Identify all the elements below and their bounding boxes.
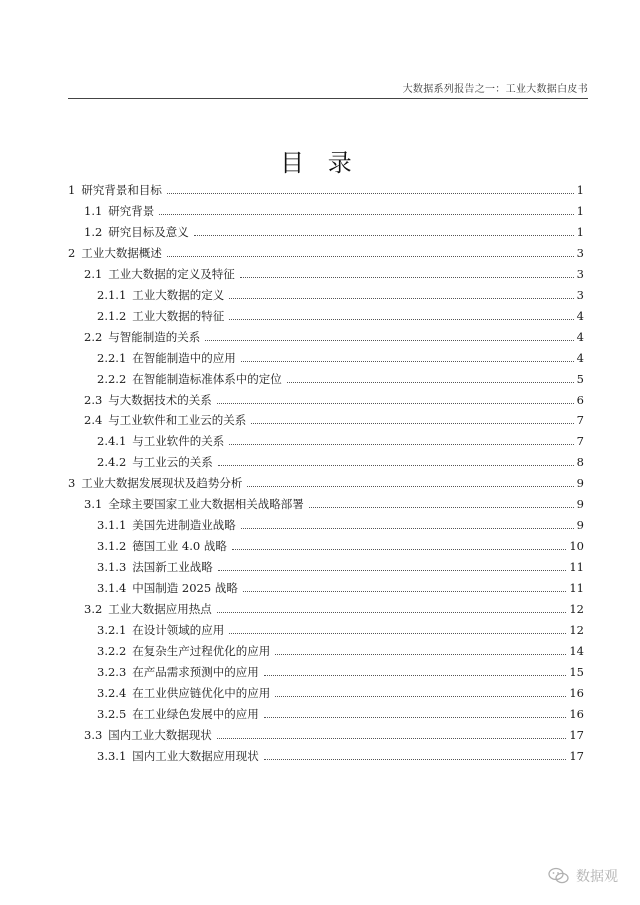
toc-entry-title: 研究目标及意义 [108, 225, 189, 239]
toc-leader-dots [275, 695, 566, 697]
toc-entry-title: 工业大数据应用热点 [108, 602, 212, 616]
toc-entry-number: 2.4 [84, 413, 103, 427]
toc-entry-label [84, 497, 306, 511]
toc-entry-title: 研究背景和目标 [81, 183, 162, 197]
toc-entry-number: 3.2.5 [97, 707, 127, 721]
toc-entry-number: 3.1.1 [97, 518, 127, 532]
toc-entry-title: 中国制造 2025 战略 [132, 581, 238, 595]
toc-entry-page: 3 [576, 288, 584, 302]
toc-entry-number: 1 [68, 183, 76, 197]
toc-entry-label [68, 476, 244, 490]
toc-entry-title: 全球主要国家工业大数据相关战略部署 [108, 497, 304, 511]
toc-entry [97, 642, 584, 658]
toc-entry-title: 法国新工业战略 [132, 560, 213, 574]
toc-entry [97, 516, 584, 532]
toc-leader-dots [218, 569, 567, 571]
toc-entry-page: 15 [569, 665, 584, 679]
toc-entry-number: 1.2 [84, 225, 103, 239]
toc-entry-page: 1 [576, 225, 584, 239]
toc-entry-number: 3.3.1 [97, 749, 127, 763]
toc-entry [97, 579, 584, 595]
toc-entry [84, 202, 584, 218]
toc-entry-label [84, 393, 214, 407]
toc-entry-title: 在工业绿色发展中的应用 [132, 707, 259, 721]
toc-entry-label [97, 665, 261, 679]
toc-entry-title: 工业大数据的定义及特征 [108, 267, 235, 281]
toc-entry-page: 5 [576, 372, 584, 386]
toc-entry-label [97, 309, 226, 323]
toc-entry-page: 11 [569, 560, 584, 574]
toc-entry-number: 3.2 [84, 602, 103, 616]
toc-entry-page: 6 [576, 393, 584, 407]
toc-entry-label [84, 225, 191, 239]
toc-entry-number: 3.2.2 [97, 644, 127, 658]
toc-leader-dots [218, 464, 574, 466]
toc-entry-number: 3.1.2 [97, 539, 127, 553]
toc-leader-dots [264, 758, 567, 760]
toc-entry [84, 726, 584, 742]
toc-entry-label [97, 288, 226, 302]
toc-entry-page: 9 [576, 497, 584, 511]
toc-leader-dots [217, 737, 567, 739]
toc-entry [97, 349, 584, 365]
toc-entry [97, 370, 584, 386]
wechat-icon [548, 867, 570, 885]
toc-entry-page: 9 [576, 518, 584, 532]
toc-entry [84, 391, 584, 407]
toc-entry-number: 2.4.2 [97, 455, 127, 469]
toc-entry-page: 16 [569, 686, 584, 700]
toc-entry-label [84, 204, 156, 218]
toc-leader-dots [167, 192, 574, 194]
toc-entry-title: 工业大数据发展现状及趋势分析 [81, 476, 243, 490]
toc-entry [97, 747, 584, 763]
toc-entry-title: 美国先进制造业战略 [132, 518, 236, 532]
toc-leader-dots [240, 276, 574, 278]
running-header: 大数据系列报告之一：工业大数据白皮书 [402, 84, 588, 95]
toc-entry-title: 德国工业 4.0 战略 [132, 539, 227, 553]
toc-entry-title: 在智能制造中的应用 [132, 351, 236, 365]
toc-entry-page: 1 [576, 204, 584, 218]
toc-entry [97, 705, 584, 721]
toc-entry [97, 432, 584, 448]
toc-entry-label [97, 707, 261, 721]
toc-leader-dots [287, 381, 574, 383]
toc-leader-dots [264, 674, 567, 676]
toc-leader-dots [247, 485, 573, 487]
toc-entry-title: 与工业软件和工业云的关系 [108, 413, 247, 427]
toc-entry-page: 8 [576, 455, 584, 469]
toc-entry [97, 558, 584, 574]
toc-leader-dots [241, 527, 574, 529]
toc-leader-dots [159, 213, 573, 215]
toc-entry-title: 研究背景 [108, 204, 155, 218]
toc-entry [84, 223, 584, 239]
toc-entry [97, 286, 584, 302]
toc-leader-dots [205, 339, 573, 341]
toc-entry [97, 621, 584, 637]
toc-entry-page: 1 [576, 183, 584, 197]
toc-entry-label [97, 623, 226, 637]
toc-entry-label [97, 518, 238, 532]
toc-leader-dots [229, 443, 573, 445]
toc-entry-number: 2 [68, 246, 76, 260]
toc-entry-label [97, 434, 226, 448]
toc-entry-label [84, 728, 214, 742]
toc-entry-page: 4 [576, 309, 584, 323]
toc-leader-dots [229, 632, 566, 634]
toc-leader-dots [275, 653, 566, 655]
toc-entry [84, 600, 584, 616]
toc-entry-number: 2.2 [84, 330, 103, 344]
watermark [548, 866, 618, 886]
toc-entry-title: 与工业软件的关系 [132, 434, 225, 448]
toc-entry-title: 国内工业大数据应用现状 [132, 749, 259, 763]
toc-entry-number: 2.4.1 [97, 434, 127, 448]
toc-entry-number: 3.1 [84, 497, 103, 511]
toc-entry-page: 16 [569, 707, 584, 721]
toc-entry-title: 在产品需求预测中的应用 [132, 665, 259, 679]
toc-entry-page: 17 [569, 749, 584, 763]
toc-entry [97, 684, 584, 700]
toc-entry-number: 3.1.3 [97, 560, 127, 574]
toc-leader-dots [217, 402, 574, 404]
toc-entry-page: 14 [569, 644, 584, 658]
toc-entry [68, 244, 584, 260]
watermark-text: 数据观 [576, 869, 618, 885]
toc-leader-dots [243, 590, 567, 592]
toc-entry-page: 4 [576, 330, 584, 344]
toc-entry [68, 181, 584, 197]
toc-entry-title: 在工业供应链优化中的应用 [132, 686, 271, 700]
toc-entry-label [84, 330, 202, 344]
toc-entry-title: 在智能制造标准体系中的定位 [132, 372, 282, 386]
toc-entry-number: 3.2.1 [97, 623, 127, 637]
toc-entry [97, 663, 584, 679]
toc-entry-label [97, 351, 238, 365]
toc-entry-page: 3 [576, 267, 584, 281]
toc-entry [97, 307, 584, 323]
toc-entry-page: 12 [569, 623, 584, 637]
toc-entry-number: 2.2.1 [97, 351, 127, 365]
toc-entry [97, 537, 584, 553]
toc-entry [84, 328, 584, 344]
toc-entry-title: 工业大数据的定义 [132, 288, 225, 302]
toc-entry-number: 1.1 [84, 204, 103, 218]
toc-entry [84, 411, 584, 427]
toc-entry-label [97, 372, 284, 386]
toc-entry-title: 与工业云的关系 [132, 455, 213, 469]
toc-entry-label [97, 644, 272, 658]
toc-leader-dots [241, 360, 574, 362]
toc-leader-dots [251, 422, 573, 424]
toc-entry-title: 工业大数据概述 [81, 246, 162, 260]
toc-entry-title: 在复杂生产过程优化的应用 [132, 644, 271, 658]
toc-entry-number: 3.2.4 [97, 686, 127, 700]
toc-entry-page: 10 [569, 539, 584, 553]
toc-leader-dots [217, 611, 567, 613]
toc-entry-title: 与智能制造的关系 [108, 330, 201, 344]
toc-entry-label [97, 581, 240, 595]
toc-entry-number: 2.3 [84, 393, 103, 407]
toc-entry-label [97, 686, 272, 700]
toc-entry-number: 3.3 [84, 728, 103, 742]
toc-entry [68, 474, 584, 490]
toc-entry-label [97, 749, 261, 763]
toc-entry-label [97, 560, 215, 574]
toc-entry-page: 3 [576, 246, 584, 260]
toc-entry [84, 495, 584, 511]
toc-entry-page: 17 [569, 728, 584, 742]
toc-leader-dots [167, 255, 574, 257]
toc-leader-dots [309, 506, 574, 508]
page-title: 目 录 [280, 149, 360, 177]
toc-entry-number: 3.2.3 [97, 665, 127, 679]
toc-entry-page: 12 [569, 602, 584, 616]
toc-entry-number: 3 [68, 476, 76, 490]
toc-entry-page: 11 [569, 581, 584, 595]
toc-leader-dots [229, 318, 573, 320]
toc-entry-label [84, 413, 248, 427]
toc-entry-number: 2.1 [84, 267, 103, 281]
toc-entry-label [84, 602, 214, 616]
toc-entry-number: 2.1.2 [97, 309, 127, 323]
toc-entry-page: 9 [576, 476, 584, 490]
toc-entry-label [68, 246, 164, 260]
toc-entry-page: 7 [576, 413, 584, 427]
toc-leader-dots [229, 297, 573, 299]
toc-leader-dots [194, 234, 574, 236]
toc-entry [84, 265, 584, 281]
toc-entry-label [84, 267, 237, 281]
toc-entry-label [97, 455, 215, 469]
toc-entry-title: 与大数据技术的关系 [108, 393, 212, 407]
toc-entry-page: 4 [576, 351, 584, 365]
toc-entry-number: 2.2.2 [97, 372, 127, 386]
toc-entry-label [68, 183, 164, 197]
toc-entry-title: 国内工业大数据现状 [108, 728, 212, 742]
toc-entry-title: 在设计领域的应用 [132, 623, 225, 637]
toc-entry-title: 工业大数据的特征 [132, 309, 225, 323]
toc-leader-dots [232, 548, 566, 550]
toc-leader-dots [264, 716, 567, 718]
toc-entry-page: 7 [576, 434, 584, 448]
toc-entry-number: 3.1.4 [97, 581, 127, 595]
toc-entry-label [97, 539, 229, 553]
toc-entry-number: 2.1.1 [97, 288, 127, 302]
toc-entry [97, 453, 584, 469]
